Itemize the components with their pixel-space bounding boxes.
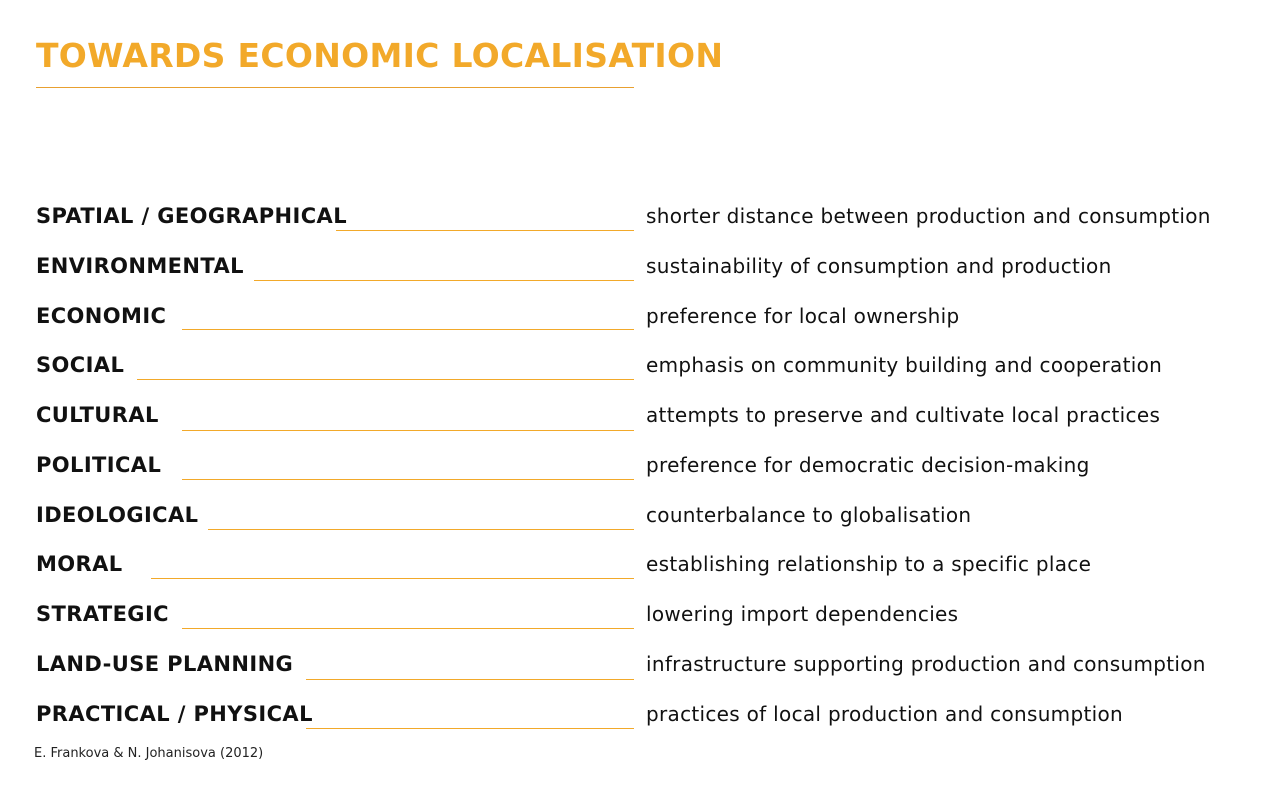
row-label: SOCIAL <box>36 353 125 377</box>
row-practical <box>36 700 1246 750</box>
row-label: LAND-USE PLANNING <box>36 652 294 676</box>
row-description: counterbalance to globalisation <box>646 503 972 527</box>
row-description: lowering import dependencies <box>646 602 959 626</box>
row-connector-line <box>182 479 634 480</box>
page-title: TOWARDS ECONOMIC LOCALISATION <box>36 36 724 75</box>
row-label: IDEOLOGICAL <box>36 503 199 527</box>
citation: E. Frankova & N. Johanisova (2012) <box>34 746 264 761</box>
row-label: ECONOMIC <box>36 304 167 328</box>
row-connector-line <box>254 280 634 281</box>
row-connector-line <box>306 679 634 680</box>
row-label: POLITICAL <box>36 453 162 477</box>
row-economic <box>36 302 1246 352</box>
row-connector-line <box>182 628 634 629</box>
row-connector-line <box>336 230 634 231</box>
row-description: preference for local ownership <box>646 304 960 328</box>
row-description: sustainability of consumption and production <box>646 254 1112 278</box>
row-description: emphasis on community building and cooperation <box>646 353 1163 377</box>
row-description: infrastructure supporting production and consumption <box>646 652 1206 676</box>
row-connector-line <box>151 578 634 579</box>
row-environmental <box>36 252 1246 302</box>
row-label: SPATIAL / GEOGRAPHICAL <box>36 204 347 228</box>
row-social <box>36 351 1246 401</box>
title-underline <box>36 87 634 88</box>
row-land-use-planning <box>36 650 1246 700</box>
row-connector-line <box>137 379 634 380</box>
row-label: ENVIRONMENTAL <box>36 254 244 278</box>
row-label: STRATEGIC <box>36 602 169 626</box>
row-connector-line <box>306 728 634 729</box>
row-connector-line <box>182 329 634 330</box>
row-label: CULTURAL <box>36 403 159 427</box>
row-ideological <box>36 501 1246 551</box>
row-description: attempts to preserve and cultivate local practices <box>646 403 1161 427</box>
row-cultural <box>36 401 1246 451</box>
row-strategic <box>36 600 1246 650</box>
row-description: establishing relationship to a specific place <box>646 552 1092 576</box>
row-connector-line <box>182 430 634 431</box>
row-moral <box>36 550 1246 600</box>
row-political <box>36 451 1246 501</box>
row-connector-line <box>208 529 634 530</box>
row-description: practices of local production and consumption <box>646 702 1123 726</box>
row-description: shorter distance between production and consumption <box>646 204 1211 228</box>
row-spatial <box>36 202 1246 252</box>
row-description: preference for democratic decision-making <box>646 453 1090 477</box>
row-label: PRACTICAL / PHYSICAL <box>36 702 313 726</box>
row-label: MORAL <box>36 552 123 576</box>
